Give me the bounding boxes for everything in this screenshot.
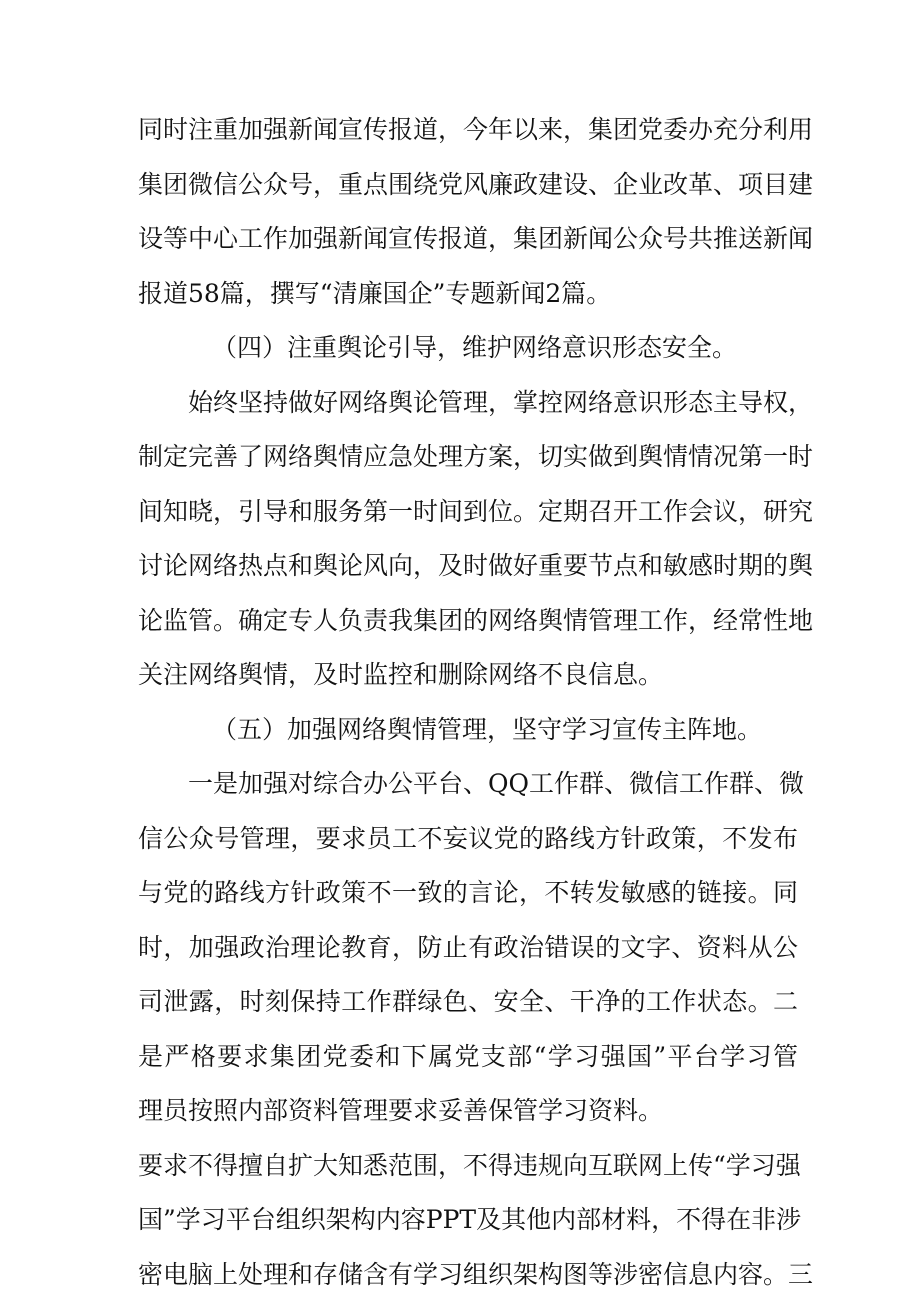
text-line: 间知晓，引导和服务第一时间到位。定期召开工作会议，研究 (138, 497, 814, 526)
text-line: 论监管。确定专人负责我集团的网络舆情管理工作，经常性地 (138, 606, 814, 635)
text-line: 集团微信公众号，重点围绕党风廉政建设、企业改革、项目建 (138, 170, 814, 199)
text-line: 设等中心工作加强新闻宣传报道，集团新闻公众号共推送新闻 (138, 224, 814, 253)
text-line: 讨论网络热点和舆论风向，及时做好重要节点和敏感时期的舆 (138, 551, 814, 580)
text-line: 国”学习平台组织架构内容PPT及其他内部材料，不得在非涉 (138, 1205, 802, 1234)
text-line: 报道58篇，撰写“清廉国企”专题新闻2篇。 (138, 279, 612, 308)
text-line: 同时注重加强新闻宣传报道，今年以来，集团党委办充分利用 (138, 115, 814, 144)
section-heading: （五）加强网络舆情管理，坚守学习宣传主阵地。 (212, 715, 763, 744)
text-line: 制定完善了网络舆情应急处理方案，切实做到舆情情况第一时 (138, 442, 814, 471)
paragraph-first-line: 一是加强对综合办公平台、QQ工作群、微信工作群、微 (188, 769, 804, 798)
section-heading: （四）注重舆论引导，维护网络意识形态安全。 (212, 333, 738, 362)
text-line: 理员按照内部资料管理要求妥善保管学习资料。 (138, 1096, 664, 1125)
text-line: 密电脑上处理和存储含有学习组织架构图等涉密信息内容。三 (138, 1260, 814, 1289)
text-line: 与党的路线方针政策不一致的言论，不转发敏感的链接。同 (138, 878, 798, 907)
text-line: 要求不得擅自扩大知悉范围，不得违规向互联网上传“学习强 (138, 1151, 801, 1180)
text-line: 信公众号管理，要求员工不妄议党的路线方针政策，不发布 (138, 824, 798, 853)
text-line: 是严格要求集团党委和下属党支部“学习强国”平台学习管 (138, 1042, 798, 1071)
text-line: 司泄露，时刻保持工作群绿色、安全、干净的工作状态。二 (138, 987, 798, 1016)
text-line: 关注网络舆情，及时监控和删除网络不良信息。 (138, 660, 664, 689)
text-line: 时，加强政治理论教育，防止有政治错误的文字、资料从公 (138, 933, 798, 962)
paragraph-first-line: 始终坚持做好网络舆论管理，掌控网络意识形态主导权， (188, 388, 814, 417)
